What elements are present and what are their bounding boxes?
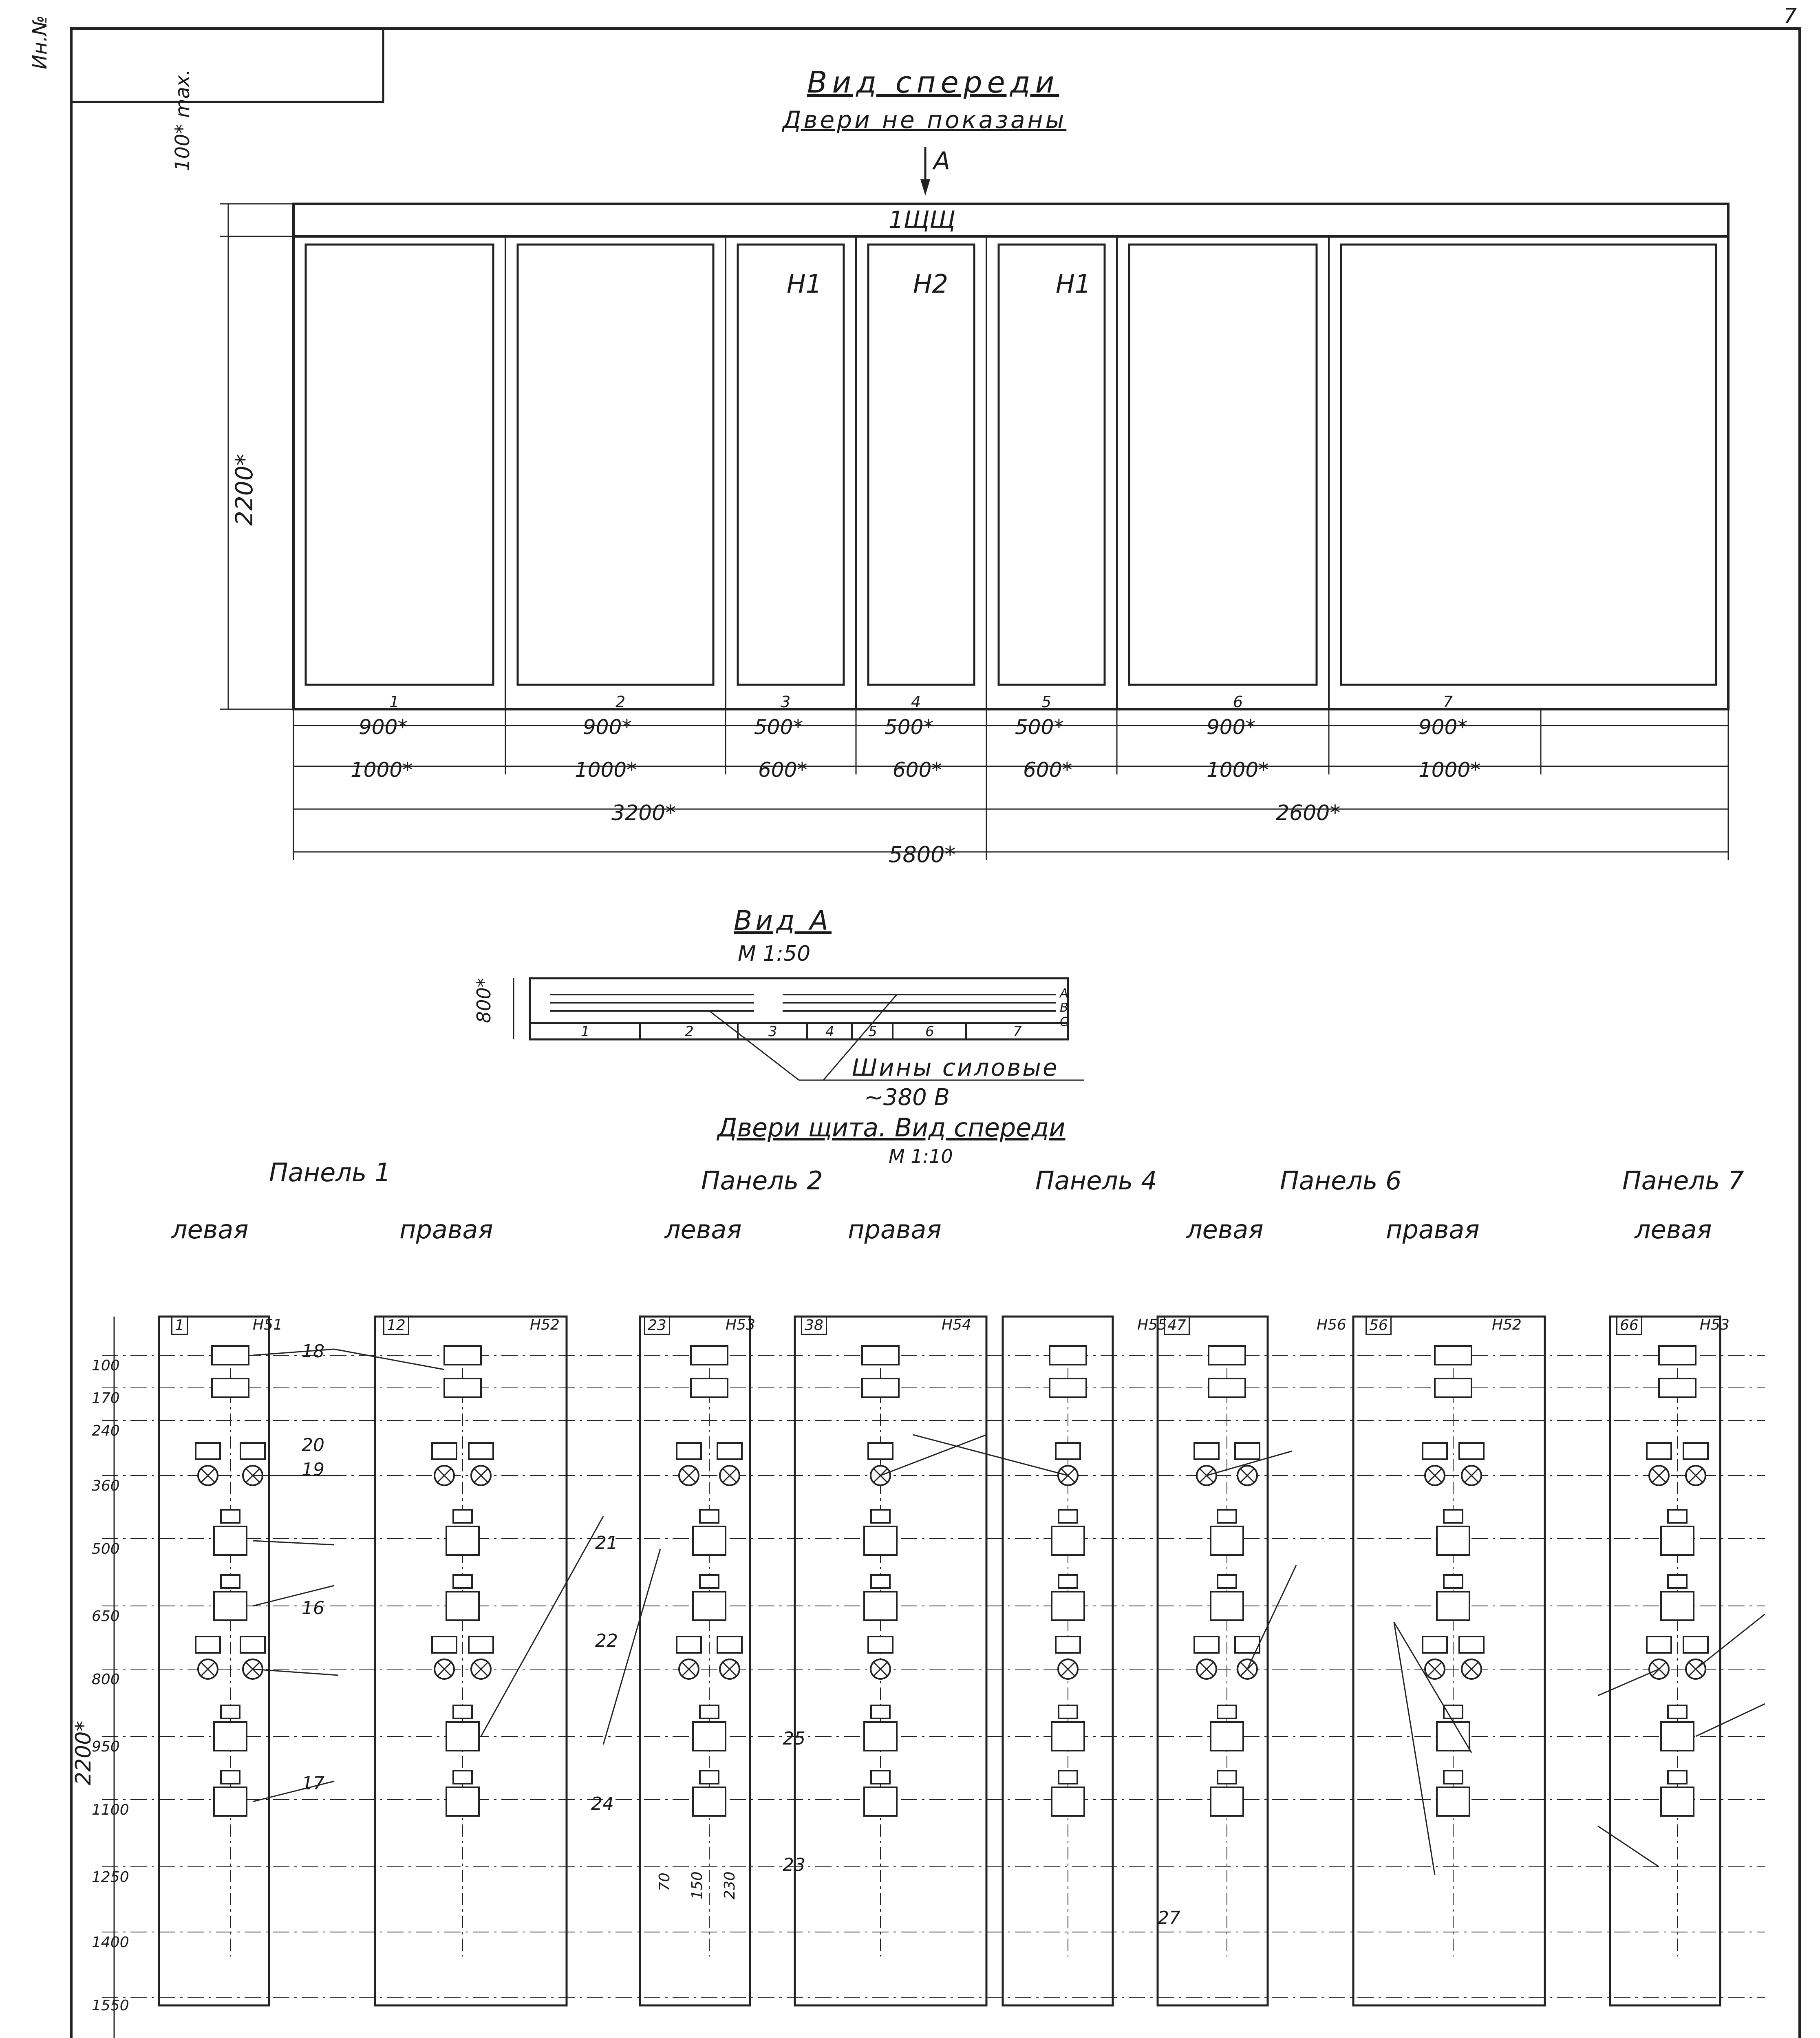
label-plate: [444, 1346, 481, 1365]
door-panel: [375, 1317, 567, 2005]
door-opening: [738, 245, 844, 685]
indicator-box: [868, 1637, 893, 1653]
panel-title: Панель 1: [269, 1158, 391, 1187]
label-plate: [1050, 1379, 1086, 1397]
indicator-box: [1459, 1443, 1484, 1459]
panel-width: 1000*: [575, 758, 637, 782]
label-plate: [862, 1346, 899, 1365]
label-plate: [691, 1379, 728, 1397]
callout-number: 23: [783, 1855, 805, 1875]
small-plate: [1668, 1705, 1687, 1718]
door-number: 6: [1233, 693, 1243, 711]
door-mark: Н1: [1056, 269, 1091, 299]
door-panel-number: 38: [801, 1316, 827, 1335]
y-level: 650: [92, 1608, 120, 1625]
side-label: левая: [1635, 1215, 1712, 1244]
door-panel-number: 23: [644, 1316, 670, 1335]
panel-title: Панель 2: [701, 1166, 823, 1195]
small-plate: [1059, 1705, 1077, 1718]
door-number: 7: [1443, 693, 1453, 711]
door-width: 500*: [1015, 715, 1064, 739]
panel-width: 1000*: [1207, 758, 1269, 782]
small-plate: [453, 1510, 472, 1523]
indicator-box: [677, 1637, 701, 1653]
indicator-box: [240, 1443, 265, 1459]
callout-number: 17: [302, 1773, 324, 1794]
indicator-box: [677, 1443, 701, 1459]
y-level: 240: [92, 1423, 120, 1439]
door-width: 900*: [359, 715, 408, 739]
view-a-title: Вид А: [734, 905, 832, 936]
door-panel-number: 12: [383, 1316, 409, 1335]
small-plate: [700, 1575, 719, 1588]
small-plate: [1444, 1771, 1463, 1784]
door-opening: [518, 245, 713, 685]
callout-number: 16: [302, 1598, 324, 1619]
indicator-box: [1194, 1637, 1219, 1653]
doors-height-dimension: 2200*: [71, 1720, 96, 1785]
front-doors: [293, 236, 1716, 709]
small-plate: [871, 1575, 890, 1588]
switch-box: [693, 1526, 726, 1555]
label-plate: [862, 1379, 899, 1397]
y-level: 1100: [92, 1802, 129, 1818]
switch-box: [1052, 1526, 1084, 1555]
indicator-box: [1647, 1637, 1671, 1653]
leader-line: [1696, 1704, 1765, 1736]
indicator-box: [1194, 1443, 1219, 1459]
cell-number: 3: [768, 1023, 777, 1040]
side-label: правая: [399, 1215, 493, 1244]
label-plate: [1659, 1346, 1696, 1365]
indicator-box: [469, 1443, 493, 1459]
callout-number: 22: [595, 1630, 618, 1651]
panel-title: Панель 6: [1280, 1166, 1402, 1195]
switch-box: [864, 1592, 897, 1620]
bus-voltage: ~380 В: [864, 1084, 950, 1111]
switch-box: [214, 1592, 247, 1620]
leader-line: [913, 1435, 1068, 1476]
switch-box: [864, 1526, 897, 1555]
indicator-box: [432, 1443, 457, 1459]
indicator-box: [1056, 1637, 1080, 1653]
panel-width: 600*: [893, 758, 942, 782]
y-level: 170: [92, 1390, 120, 1407]
switch-box: [446, 1526, 479, 1555]
switch-box: [1661, 1592, 1694, 1620]
switch-box: [1661, 1722, 1694, 1751]
label-plate: [212, 1346, 249, 1365]
leader-line: [880, 1435, 986, 1476]
margin-stamp: Ин.№: [29, 15, 51, 69]
y-level: 1250: [92, 1869, 129, 1886]
door-width: 500*: [754, 715, 803, 739]
small-plate: [1059, 1510, 1077, 1523]
switch-box: [1437, 1722, 1469, 1751]
door-opening: [999, 245, 1105, 685]
leader-line: [1598, 1826, 1659, 1867]
small-plate: [453, 1705, 472, 1718]
door-number: 4: [911, 693, 921, 711]
small-plate: [1059, 1575, 1077, 1588]
door-id: Н52: [530, 1317, 560, 1333]
callout-number: 20: [302, 1435, 324, 1456]
group-width: 3200*: [611, 801, 676, 825]
door-number: 1: [389, 693, 399, 711]
indicator-box: [196, 1637, 220, 1653]
height-dimension: 2200*: [230, 454, 258, 526]
cell-number: 6: [925, 1023, 934, 1040]
callout-number: 24: [591, 1793, 614, 1814]
small-plate: [1668, 1510, 1687, 1523]
bus-letter: С: [1060, 1015, 1068, 1029]
label-plate: [691, 1346, 728, 1365]
y-level: 1550: [92, 1997, 129, 2014]
cell-number: 4: [825, 1023, 834, 1040]
switch-box: [1437, 1592, 1469, 1620]
view-a-depth: 800*: [473, 978, 495, 1023]
door-id: Н54: [942, 1317, 971, 1333]
indicator-box: [1683, 1443, 1708, 1459]
label-plate: [1209, 1379, 1245, 1397]
switch-box: [864, 1787, 897, 1816]
y-level: 500: [92, 1541, 120, 1557]
small-plate: [221, 1705, 240, 1718]
group-width: 2600*: [1276, 801, 1341, 825]
shield-label: 1ЩЩ: [889, 206, 955, 234]
small-plate: [221, 1575, 240, 1588]
front-dims: [293, 709, 1728, 860]
switch-box: [1052, 1722, 1084, 1751]
indicator-box: [868, 1443, 893, 1459]
callout-number: 18: [302, 1341, 324, 1362]
door-opening: [306, 245, 493, 685]
label-plate: [1435, 1346, 1471, 1365]
indicator-box: [717, 1443, 742, 1459]
bus-letter: В: [1060, 1001, 1068, 1015]
door-panel: [1003, 1317, 1113, 2005]
indicator-box: [432, 1637, 457, 1653]
door-mark: Н1: [787, 269, 822, 299]
bus-label: Шины силовые: [852, 1054, 1059, 1081]
small-plate: [700, 1705, 719, 1718]
y-level: 100: [92, 1357, 120, 1374]
door-panel-number: 66: [1616, 1316, 1642, 1335]
panel-title: Панель 4: [1035, 1166, 1157, 1195]
switch-box: [1211, 1787, 1243, 1816]
door-width: 900*: [583, 715, 632, 739]
small-plate: [700, 1771, 719, 1784]
panel-width: 1000*: [1418, 758, 1481, 782]
small-plate: [1218, 1705, 1236, 1718]
door-id: Н53: [726, 1317, 755, 1333]
switch-box: [446, 1787, 479, 1816]
switch-box: [214, 1787, 247, 1816]
indicator-box: [1235, 1443, 1260, 1459]
switch-box: [446, 1722, 479, 1751]
indicator-box: [1683, 1637, 1708, 1653]
door-id: Н53: [1700, 1317, 1730, 1333]
switch-box: [1211, 1526, 1243, 1555]
small-plate: [1218, 1771, 1236, 1784]
leader-line: [334, 1349, 444, 1370]
panel-title: Панель 7: [1622, 1166, 1744, 1195]
view-a-plan: [489, 970, 1101, 1133]
small-plate: [1218, 1575, 1236, 1588]
view-a-scale: М 1:50: [738, 942, 811, 966]
indicator-box: [717, 1637, 742, 1653]
switch-box: [1437, 1526, 1469, 1555]
y-level: 360: [92, 1478, 120, 1494]
cell-number: 1: [581, 1023, 590, 1040]
small-plate: [1444, 1510, 1463, 1523]
door-panel-number: 1: [171, 1316, 188, 1335]
small-plate: [871, 1705, 890, 1718]
indicator-box: [1459, 1637, 1484, 1653]
leader-line: [253, 1669, 338, 1675]
switch-box: [1437, 1787, 1469, 1816]
top-dimension: 100* max.: [171, 69, 194, 171]
leader-line: [481, 1516, 603, 1736]
door-panel: [795, 1317, 986, 2005]
indicator-box: [196, 1443, 220, 1459]
label-plate: [212, 1379, 249, 1397]
small-plate: [221, 1771, 240, 1784]
side-label: правая: [1386, 1215, 1480, 1244]
door-width: 900*: [1207, 715, 1256, 739]
door-panel-number: 56: [1366, 1316, 1392, 1335]
side-label: левая: [664, 1215, 742, 1244]
switch-box: [1211, 1592, 1243, 1620]
indicator-box: [240, 1637, 265, 1653]
door-opening: [1129, 245, 1317, 685]
door-mark: Н2: [913, 269, 949, 299]
switch-box: [693, 1592, 726, 1620]
front-view-subtitle: Двери не показаны: [783, 106, 1067, 134]
small-plate: [871, 1771, 890, 1784]
door-id: Н52: [1492, 1317, 1522, 1333]
door-number: 3: [781, 693, 791, 711]
label-plate: [1435, 1379, 1471, 1397]
door-id: Н55: [1137, 1317, 1167, 1333]
small-plate: [700, 1510, 719, 1523]
doors-view-title: Двери щита. Вид спереди: [717, 1113, 1066, 1143]
small-plate: [1668, 1575, 1687, 1588]
view-arrow-label: А: [933, 147, 951, 175]
bottom-tick: 230: [721, 1871, 738, 1899]
switch-box: [1052, 1787, 1084, 1816]
switch-box: [693, 1787, 726, 1816]
callout-number: 21: [595, 1533, 618, 1553]
indicator-box: [1056, 1443, 1080, 1459]
door-opening: [1341, 245, 1716, 685]
small-plate: [1668, 1771, 1687, 1784]
door-opening: [868, 245, 974, 685]
switch-box: [693, 1722, 726, 1751]
indicator-box: [1423, 1443, 1447, 1459]
panel-width: 600*: [1023, 758, 1072, 782]
callout-number: 27: [1158, 1908, 1180, 1928]
cell-number: 5: [868, 1023, 877, 1040]
door-panel: [1353, 1317, 1545, 2005]
switch-box: [1661, 1526, 1694, 1555]
bottom-tick: 70: [656, 1873, 673, 1891]
door-panel-number: 47: [1164, 1316, 1190, 1335]
callout-number: 19: [302, 1459, 324, 1480]
leader-line: [1394, 1622, 1435, 1875]
side-label: правая: [848, 1215, 942, 1244]
small-plate: [871, 1510, 890, 1523]
doors-view-scale: М 1:10: [889, 1145, 953, 1167]
small-plate: [1444, 1575, 1463, 1588]
switch-box: [1661, 1787, 1694, 1816]
leader-line: [1598, 1669, 1659, 1696]
small-plate: [453, 1771, 472, 1784]
leader-line: [1247, 1565, 1296, 1669]
panel-width: 600*: [758, 758, 807, 782]
door-id: Н56: [1317, 1317, 1346, 1333]
switch-box: [214, 1722, 247, 1751]
indicator-box: [469, 1637, 493, 1653]
door-id: Н51: [253, 1317, 282, 1333]
label-plate: [444, 1379, 481, 1397]
switch-box: [864, 1722, 897, 1751]
small-plate: [453, 1575, 472, 1588]
label-plate: [1659, 1379, 1696, 1397]
indicator-box: [1423, 1637, 1447, 1653]
bottom-tick: 150: [689, 1871, 706, 1899]
sheet-number: 7: [1783, 4, 1797, 29]
switch-box: [214, 1526, 247, 1555]
switch-box: [1052, 1592, 1084, 1620]
label-plate: [1209, 1346, 1245, 1365]
front-view-title: Вид спереди: [807, 65, 1059, 99]
total-width: 5800*: [889, 842, 956, 867]
side-label: левая: [171, 1215, 249, 1244]
bus-letter: А: [1060, 986, 1068, 1001]
small-plate: [1218, 1510, 1236, 1523]
cell-number: 7: [1013, 1023, 1022, 1040]
cell-number: 2: [685, 1023, 694, 1040]
switch-box: [1211, 1722, 1243, 1751]
side-label: левая: [1186, 1215, 1264, 1244]
callout-number: 25: [783, 1728, 805, 1749]
switch-box: [446, 1592, 479, 1620]
door-width: 500*: [885, 715, 934, 739]
y-level: 950: [92, 1738, 120, 1755]
leader-line: [253, 1541, 334, 1545]
label-plate: [1050, 1346, 1086, 1365]
door-number: 2: [615, 693, 626, 711]
indicator-box: [1647, 1443, 1671, 1459]
door-number: 5: [1041, 693, 1052, 711]
door-width: 900*: [1418, 715, 1468, 739]
doors-drawing: [0, 1264, 1820, 2038]
panel-width: 1000*: [351, 758, 413, 782]
y-level: 800: [92, 1671, 120, 1688]
small-plate: [1059, 1771, 1077, 1784]
y-level: 1400: [92, 1934, 129, 1951]
small-plate: [221, 1510, 240, 1523]
